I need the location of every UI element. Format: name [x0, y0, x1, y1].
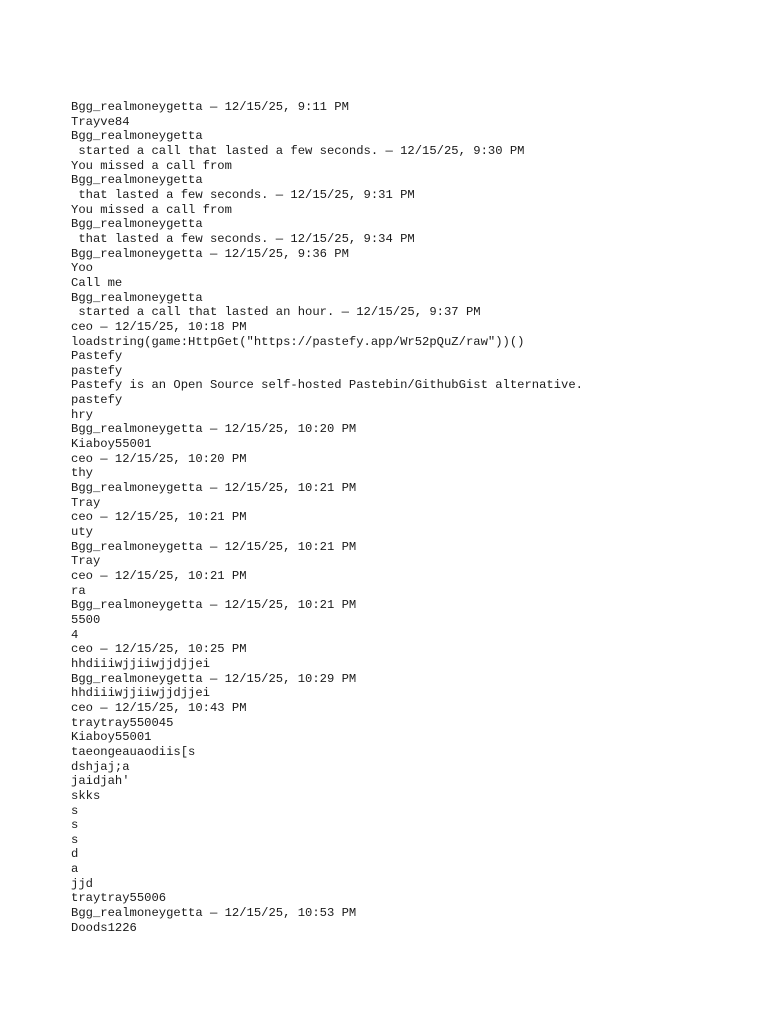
- message-line: d: [71, 847, 79, 862]
- message-line: ra: [71, 583, 86, 598]
- message-line: loadstring(game:HttpGet("https://pastefy.app/Wr52pQuZ/raw"))(): [71, 334, 525, 349]
- message-line: Trayve84: [71, 114, 130, 129]
- header-line: Bgg_realmoneygetta — 12/15/25, 10:20 PM: [71, 422, 357, 437]
- header-line: Bgg_realmoneygetta — 12/15/25, 10:21 PM: [71, 481, 357, 496]
- message-line: a: [71, 862, 79, 877]
- header-line: ceo — 12/15/25, 10:25 PM: [71, 642, 247, 657]
- message-line: 5500: [71, 612, 101, 627]
- message-line: jjd: [71, 876, 93, 891]
- message-line: Kiaboy55001: [71, 730, 152, 745]
- header-line: Bgg_realmoneygetta — 12/15/25, 10:29 PM: [71, 671, 357, 686]
- message-line: Kiaboy55001: [71, 437, 152, 452]
- message-line: uty: [71, 525, 93, 540]
- message-line: skks: [71, 788, 101, 803]
- caller-name-line: Bgg_realmoneygetta: [71, 290, 203, 305]
- message-line: hry: [71, 407, 93, 422]
- message-line: Doods1226: [71, 920, 137, 935]
- call-event-line: that lasted a few seconds. — 12/15/25, 9:34 PM: [71, 231, 415, 246]
- call-event-line: started a call that lasted an hour. — 12/15/25, 9:37 PM: [71, 305, 481, 320]
- call-event-line: started a call that lasted a few seconds. — 12/15/25, 9:30 PM: [71, 143, 525, 158]
- missed-call-line: You missed a call from: [71, 202, 232, 217]
- header-line: Bgg_realmoneygetta — 12/15/25, 10:53 PM: [71, 906, 357, 921]
- message-line: Tray: [71, 554, 101, 569]
- caller-name-line: Bgg_realmoneygetta: [71, 173, 203, 188]
- header-line: ceo — 12/15/25, 10:20 PM: [71, 451, 247, 466]
- link-preview-line: Pastefy: [71, 349, 123, 364]
- header-line: ceo — 12/15/25, 10:21 PM: [71, 569, 247, 583]
- message-line: jaidjah': [71, 774, 130, 789]
- link-preview-line: pastefy: [71, 363, 123, 378]
- message-line: Call me: [71, 275, 123, 290]
- header-line: ceo — 12/15/25, 10:21 PM: [71, 510, 247, 525]
- caller-name-line: Bgg_realmoneygetta: [71, 217, 203, 232]
- link-preview-line: Pastefy is an Open Source self-hosted Pastebin/GithubGist alternative.: [71, 378, 583, 393]
- message-line: traytray550045: [71, 715, 174, 730]
- link-preview-line: pastefy: [71, 393, 123, 408]
- message-line: Tray: [71, 495, 101, 510]
- message-line: hhdiiiwjjiiwjjdjjei: [71, 686, 210, 701]
- message-line: s: [71, 832, 79, 847]
- message-line: 4: [71, 627, 79, 642]
- transcript-page: [71, 100, 761, 935]
- header-line: Bgg_realmoneygetta — 12/15/25, 9:11 PM: [71, 100, 349, 114]
- header-line: Bgg_realmoneygetta — 12/15/25, 10:21 PM: [71, 539, 357, 554]
- message-line: thy: [71, 466, 93, 481]
- message-line: dshjaj;a: [71, 759, 130, 774]
- missed-call-line: You missed a call from: [71, 158, 232, 173]
- header-line: ceo — 12/15/25, 10:18 PM: [71, 319, 247, 334]
- caller-name-line: Bgg_realmoneygetta: [71, 129, 203, 144]
- message-line: hhdiiiwjjiiwjjdjjei: [71, 656, 210, 671]
- call-event-line: that lasted a few seconds. — 12/15/25, 9:31 PM: [71, 187, 415, 202]
- header-line: ceo — 12/15/25, 10:43 PM: [71, 700, 247, 715]
- message-line: traytray55006: [71, 891, 167, 906]
- message-line: taeongeauaodiis[s: [71, 744, 196, 759]
- header-line: Bgg_realmoneygetta — 12/15/25, 10:21 PM: [71, 598, 357, 613]
- message-line: Yoo: [71, 261, 93, 276]
- message-line: s: [71, 818, 79, 833]
- header-line: Bgg_realmoneygetta — 12/15/25, 9:36 PM: [71, 246, 349, 261]
- message-line: s: [71, 803, 79, 818]
